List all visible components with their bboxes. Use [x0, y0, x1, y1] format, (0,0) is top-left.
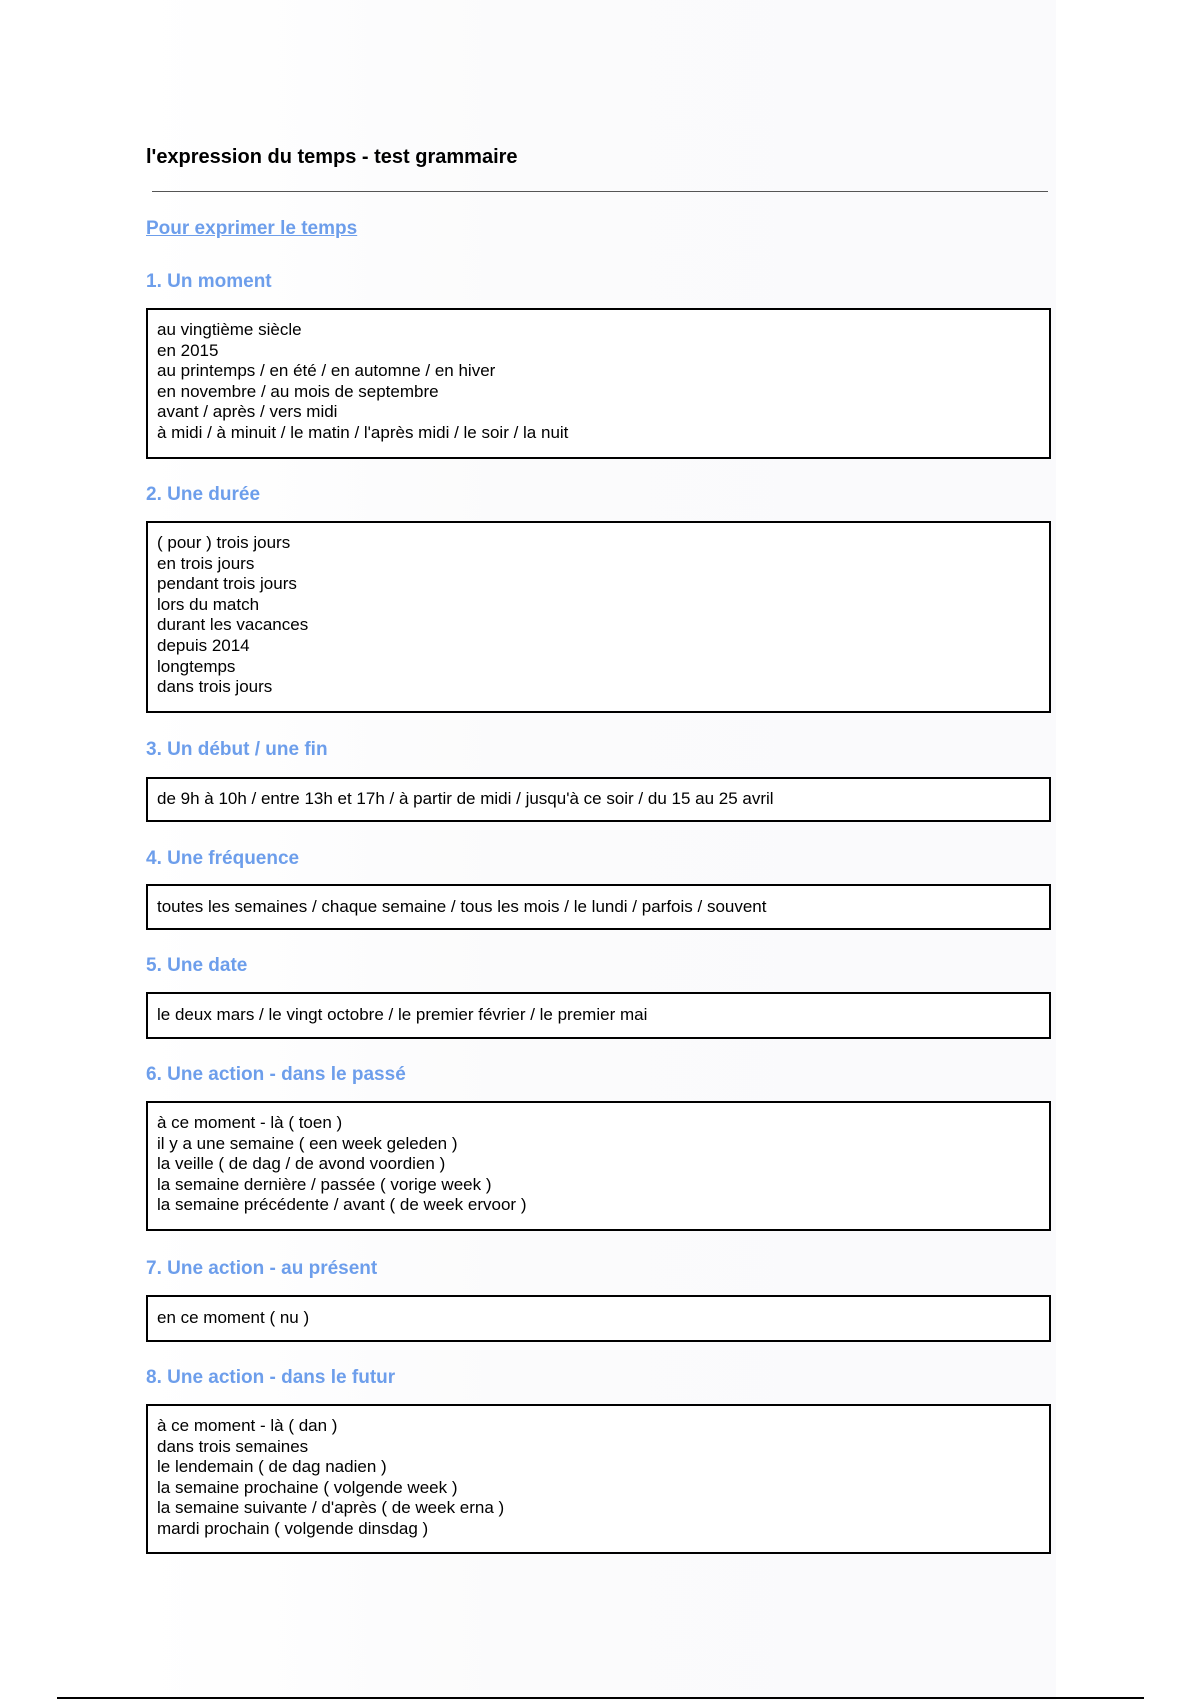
box-line: la semaine prochaine ( volgende week ): [157, 1477, 458, 1497]
box-line: pendant trois jours: [157, 574, 297, 594]
box-line: en ce moment ( nu ): [157, 1308, 310, 1328]
box-line: de 9h à 10h / entre 13h et 17h / à partir de midi / jusqu'à ce soir / du 15 au 25 avril: [157, 789, 774, 809]
section-heading-un-debut-une-fin: 3. Un début / une fin: [146, 739, 328, 760]
section-box-une-duree: [146, 521, 1051, 713]
box-line: durant les vacances: [157, 615, 309, 635]
box-line: depuis 2014: [157, 635, 250, 655]
box-line: en trois jours: [157, 553, 255, 573]
box-line: la semaine précédente / avant ( de week ervoor ): [157, 1195, 527, 1215]
section-box-action-futur: [146, 1404, 1051, 1554]
box-line: à ce moment - là ( dan ): [157, 1416, 338, 1435]
document-body: [146, 142, 1055, 1538]
section-heading-une-frequence: 4. Une fréquence: [146, 848, 300, 869]
section-box-un-debut-une-fin: [146, 777, 1051, 822]
section-box-un-moment: [146, 308, 1051, 459]
intro-link[interactable]: Pour exprimer le temps: [146, 218, 358, 239]
box-line: le deux mars / le vingt octobre / le premier février / le premier mai: [157, 1005, 648, 1025]
section-heading-une-date: 5. Une date: [146, 955, 248, 976]
section-box-action-passe: [146, 1101, 1051, 1231]
document-title: l'expression du temps - test grammaire: [146, 146, 518, 168]
section-box-une-date: [146, 992, 1051, 1039]
box-line: la semaine suivante / d'après ( de week erna ): [157, 1498, 505, 1518]
box-line: il y a une semaine ( een week geleden ): [157, 1133, 458, 1153]
box-line: à ce moment - là ( toen ): [157, 1113, 343, 1132]
section-heading-un-moment: 1. Un moment: [146, 271, 272, 292]
box-line: en novembre / au mois de septembre: [157, 381, 439, 401]
box-line: dans trois semaines: [157, 1436, 309, 1456]
box-line: lors du match: [157, 594, 260, 614]
box-line: la veille ( de dag / de avond voordien ): [157, 1154, 446, 1174]
section-heading-une-duree: 2. Une durée: [146, 484, 261, 505]
box-line: dans trois jours: [157, 677, 273, 697]
section-box-action-present: [146, 1295, 1051, 1342]
section-box-une-frequence: [146, 884, 1051, 930]
box-line: en 2015: [157, 340, 219, 360]
box-line: toutes les semaines / chaque semaine / tous les mois / le lundi / parfois / souvent: [157, 896, 767, 916]
box-line: mardi prochain ( volgende dinsdag ): [157, 1518, 429, 1538]
page-bottom-divider: [57, 1697, 1144, 1699]
box-line: le lendemain ( de dag nadien ): [157, 1457, 387, 1477]
section-heading-action-futur: 8. Une action - dans le futur: [146, 1367, 396, 1388]
section-heading-action-passe: 6. Une action - dans le passé: [146, 1064, 406, 1085]
section-heading-action-present: 7. Une action - au présent: [146, 1258, 378, 1279]
title-divider: [152, 191, 1048, 192]
box-line: au printemps / en été / en automne / en hiver: [157, 361, 496, 381]
box-line: ( pour ) trois jours: [157, 533, 291, 552]
box-line: à midi / à minuit / le matin / l'après midi / le soir / la nuit: [157, 422, 569, 442]
box-line: la semaine dernière / passée ( vorige week ): [157, 1174, 492, 1194]
box-line: avant / après / vers midi: [157, 402, 338, 422]
box-line: au vingtième siècle: [157, 320, 302, 339]
box-line: longtemps: [157, 656, 236, 676]
